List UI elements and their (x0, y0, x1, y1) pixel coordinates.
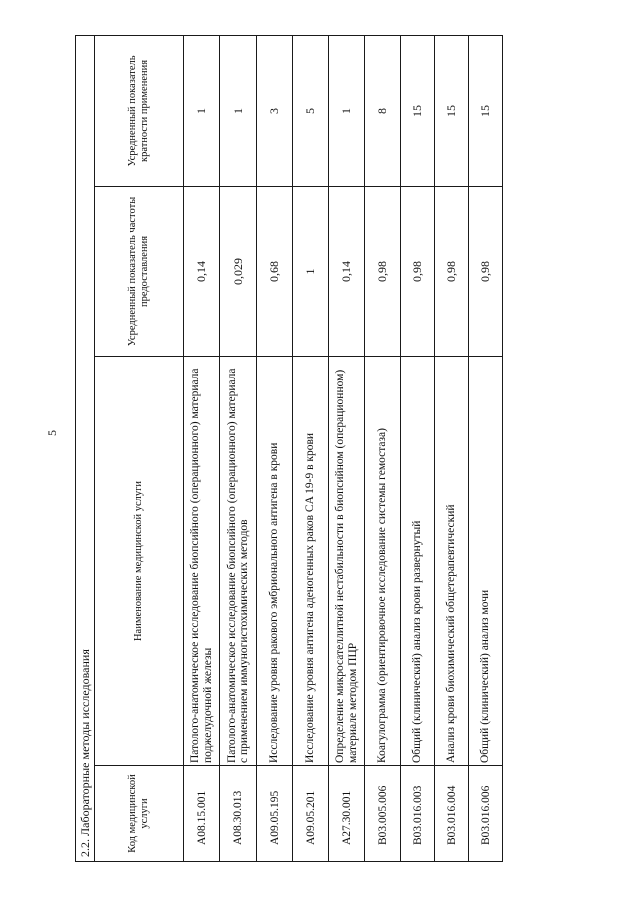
service-name: Общий (клинический) анализ крови развернутый (401, 357, 435, 766)
section-header-row (76, 35, 95, 861)
service-name: Патолого-анатомическое исследование биопсийного (операционного) материала поджелудочной железы (184, 357, 220, 766)
services-table (75, 35, 503, 862)
service-code: A08.30.013 (220, 766, 257, 862)
frequency-value: 0,68 (257, 187, 293, 357)
service-code: B03.016.003 (401, 766, 435, 862)
frequency-value: 1 (293, 187, 329, 357)
multiplicity-value: 15 (435, 35, 469, 186)
service-code: B03.016.004 (435, 766, 469, 862)
multiplicity-value: 1 (184, 35, 220, 186)
service-name: Патолого-анатомическое исследование биопсийного (операционного) материала с применением иммуногистохимических методов (220, 357, 257, 766)
multiplicity-value: 8 (365, 35, 401, 186)
table-row (401, 35, 435, 861)
frequency-value: 0,98 (365, 187, 401, 357)
frequency-value: 0,029 (220, 187, 257, 357)
page-number: 5 (45, 430, 59, 436)
service-code: A09.05.195 (257, 766, 293, 862)
column-header-name: Наименование медицинской услуги (95, 357, 184, 766)
service-name: Исследование уровня антигена аденогенных раков CA 19-9 в крови (293, 357, 329, 766)
table-row (184, 35, 220, 861)
multiplicity-value: 15 (469, 35, 503, 186)
multiplicity-value: 1 (329, 35, 365, 186)
table-row (435, 35, 469, 861)
column-header-multiplicity: Усредненный показатель кратности применения (95, 35, 184, 186)
column-header-frequency: Усредненный показатель частоты предоставления (95, 187, 184, 357)
service-name: Анализ крови биохимический общетерапевтический (435, 357, 469, 766)
frequency-value: 0,98 (401, 187, 435, 357)
service-name: Общий (клинический) анализ мочи (469, 357, 503, 766)
service-code: B03.005.006 (365, 766, 401, 862)
multiplicity-value: 3 (257, 35, 293, 186)
column-header-code: Код медицинской услуги (95, 766, 184, 862)
frequency-value: 0,98 (435, 187, 469, 357)
multiplicity-value: 5 (293, 35, 329, 186)
service-name: Коагулограмма (ориентировочное исследование системы гемостаза) (365, 357, 401, 766)
service-code: A27.30.001 (329, 766, 365, 862)
table-row (220, 35, 257, 861)
document-table-rotated (75, 36, 603, 862)
multiplicity-value: 1 (220, 35, 257, 186)
service-code: B03.016.006 (469, 766, 503, 862)
table-row (365, 35, 401, 861)
frequency-value: 0,98 (469, 187, 503, 357)
frequency-value: 0,14 (329, 187, 365, 357)
section-title: 2.2. Лабораторные методы исследования (76, 35, 95, 861)
frequency-value: 0,14 (184, 187, 220, 357)
column-header-row (95, 35, 184, 861)
table-row (293, 35, 329, 861)
table-row (329, 35, 365, 861)
table-row (469, 35, 503, 861)
service-code: A08.15.001 (184, 766, 220, 862)
service-name: Исследование уровня ракового эмбрионального антигена в крови (257, 357, 293, 766)
multiplicity-value: 15 (401, 35, 435, 186)
service-code: A09.05.201 (293, 766, 329, 862)
service-name: Определение микросателлитной нестабильности в биопсийном (операционном) материале методом ПЦР (329, 357, 365, 766)
table-row (257, 35, 293, 861)
